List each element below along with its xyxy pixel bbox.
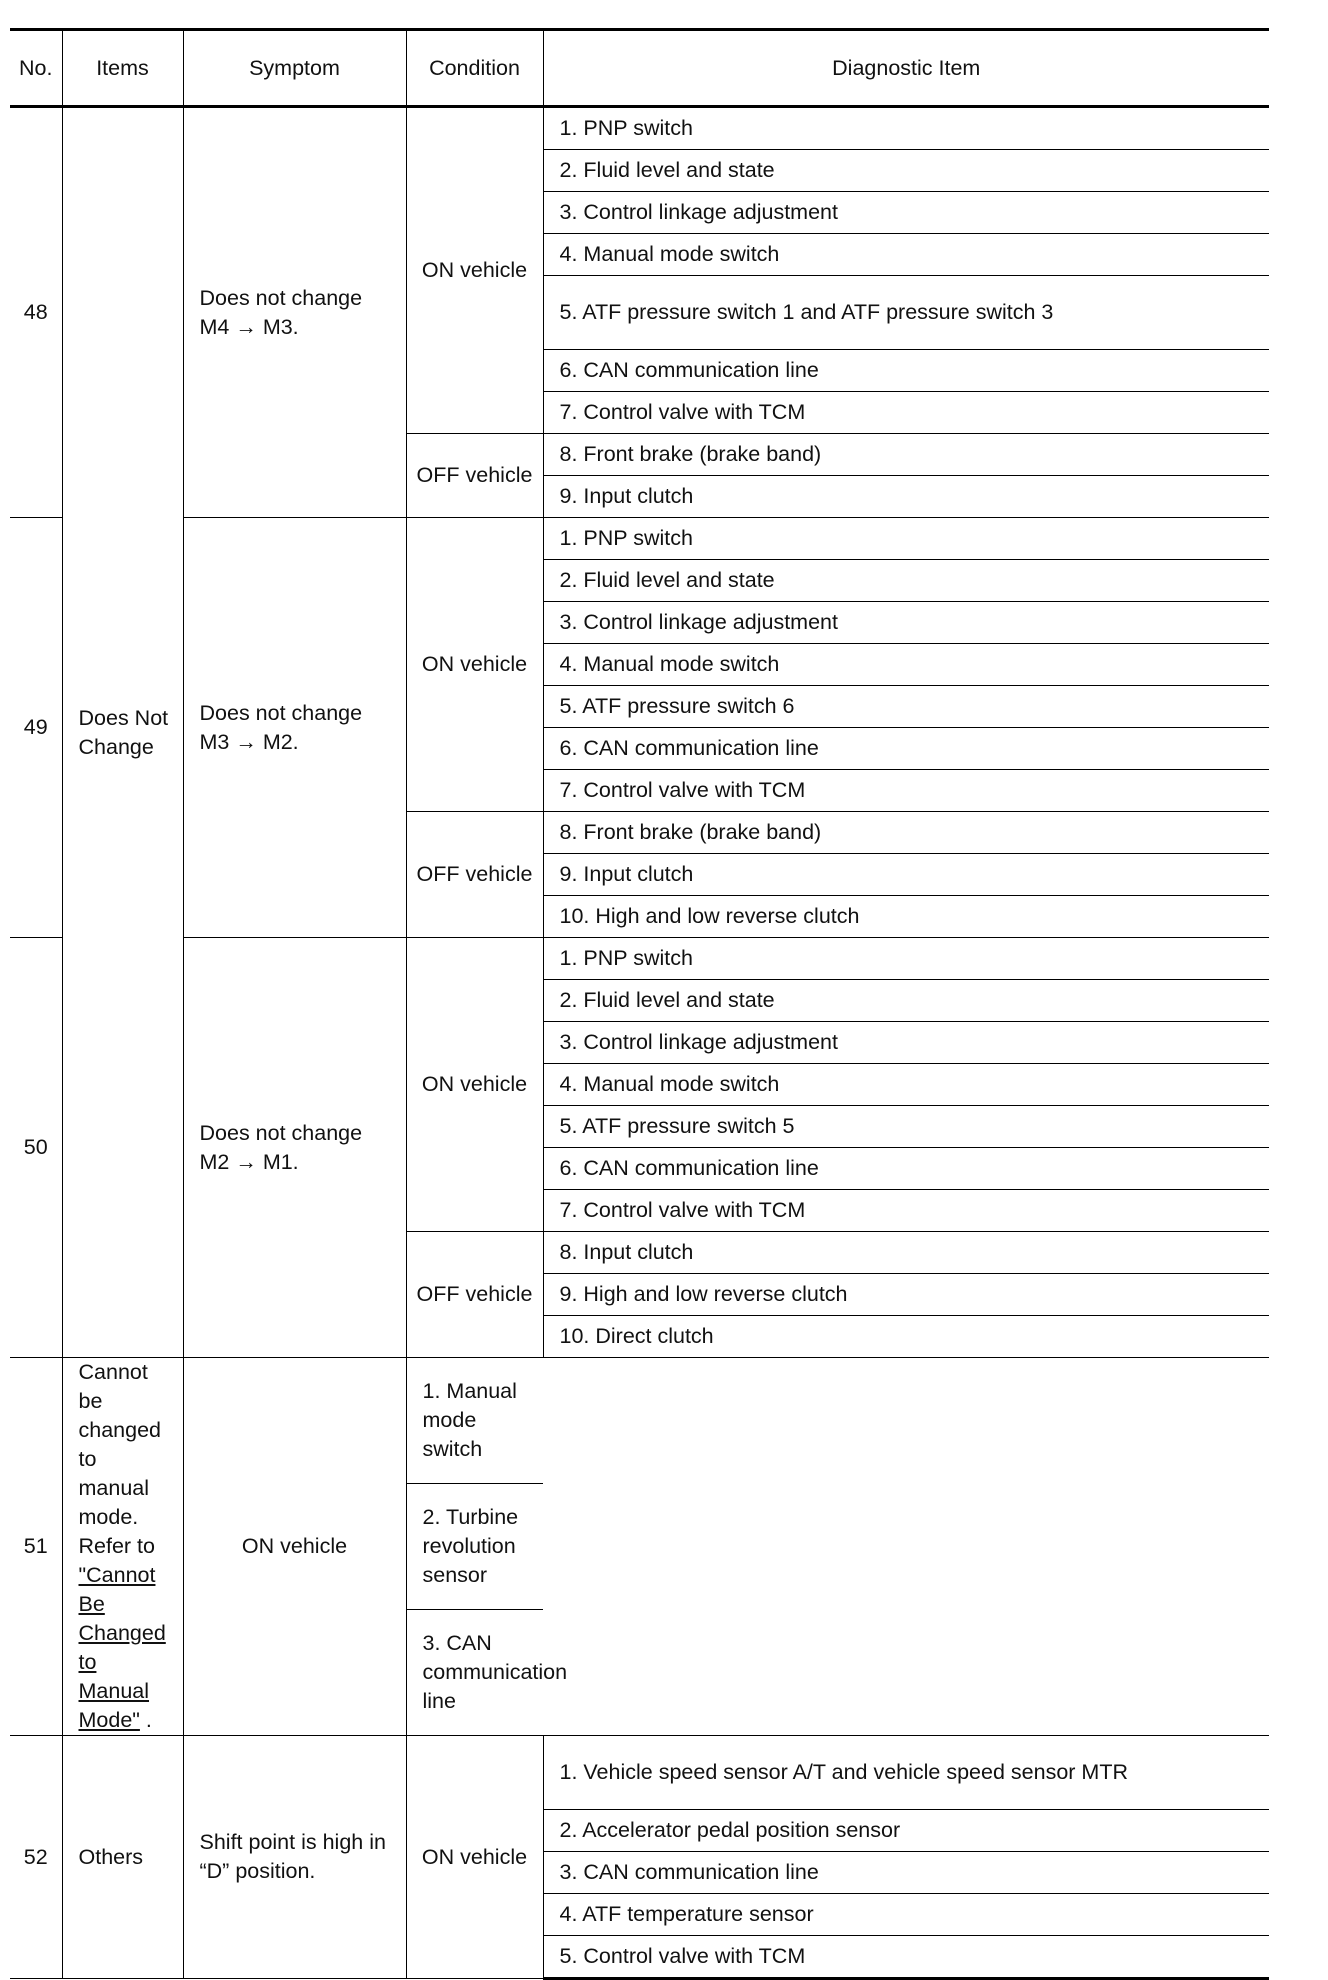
diagnostic-item: 6. CAN communication line <box>543 728 1269 770</box>
diagnostic-item: 1. Manual mode switch <box>406 1358 543 1484</box>
diagnostic-item: 2. Turbine revolution sensor <box>406 1484 543 1610</box>
diagnostic-item: 1. Vehicle speed sensor A/T and vehicle speed sensor MTR <box>543 1736 1269 1810</box>
table-row <box>10 107 1269 150</box>
diagnostic-item: 9. Input clutch <box>543 476 1269 518</box>
diagnostic-item: 3. Control linkage adjustment <box>543 1022 1269 1064</box>
symptom-cell: Does not change M3 → M2. <box>183 518 406 938</box>
row-number: 48 <box>10 107 62 518</box>
table-row <box>10 938 1269 980</box>
diagnostic-item: 2. Fluid level and state <box>543 150 1269 192</box>
diagnostic-item: 8. Input clutch <box>543 1232 1269 1274</box>
header-diagnostic-item: Diagnostic Item <box>543 30 1269 107</box>
diagnostic-item: 3. CAN communication line <box>406 1610 543 1736</box>
symptom-cell: Shift point is high in “D” position. <box>183 1736 406 1979</box>
header-symptom: Symptom <box>183 30 406 107</box>
header-items: Items <box>62 30 183 107</box>
header-row <box>10 30 1269 107</box>
diagnostic-item: 10. High and low reverse clutch <box>543 896 1269 938</box>
table-row <box>10 1736 1269 1810</box>
symptom-text: Cannot be changed to manual mode. Refer to <box>78 1360 161 1558</box>
cannot-be-changed-link[interactable]: "Cannot Be Changed to Manual Mode" <box>78 1563 166 1732</box>
diagnostic-item: 1. PNP switch <box>543 107 1269 150</box>
diagnostic-item: 3. Control linkage adjustment <box>543 602 1269 644</box>
diagnostic-item: 6. CAN communication line <box>543 350 1269 392</box>
diagnostic-item: 5. ATF pressure switch 1 and ATF pressure switch 3 <box>543 276 1269 350</box>
condition-on-vehicle: ON vehicle <box>406 107 543 434</box>
diagnostic-item: 2. Accelerator pedal position sensor <box>543 1810 1269 1852</box>
diagnostic-item: 4. Manual mode switch <box>543 1064 1269 1106</box>
diagnostic-table <box>10 28 1269 1980</box>
symptom-end: . <box>145 1708 152 1732</box>
header-condition: Condition <box>406 30 543 107</box>
diagnostic-item: 7. Control valve with TCM <box>543 392 1269 434</box>
diagnostic-item: 3. Control linkage adjustment <box>543 192 1269 234</box>
diagnostic-item: 10. Direct clutch <box>543 1316 1269 1358</box>
condition-on-vehicle: ON vehicle <box>406 938 543 1232</box>
items-does-not-change: Does Not Change <box>62 107 183 1358</box>
diagnostic-item: 4. Manual mode switch <box>543 234 1269 276</box>
row-number: 49 <box>10 518 62 938</box>
row-number: 50 <box>10 938 62 1358</box>
condition-off-vehicle: OFF vehicle <box>406 812 543 938</box>
symptom-cell: Does not change M4 → M3. <box>183 107 406 518</box>
header-no: No. <box>10 30 62 107</box>
condition-on-vehicle: ON vehicle <box>406 518 543 812</box>
diagnostic-item: 9. Input clutch <box>543 854 1269 896</box>
diagnostic-item: 2. Fluid level and state <box>543 560 1269 602</box>
condition-off-vehicle: OFF vehicle <box>406 434 543 518</box>
diagnostic-item: 5. ATF pressure switch 6 <box>543 686 1269 728</box>
condition-on-vehicle: ON vehicle <box>183 1358 406 1736</box>
diagnostic-item: 2. Fluid level and state <box>543 980 1269 1022</box>
diagnostic-item: 4. ATF temperature sensor <box>543 1894 1269 1936</box>
symptom-cell <box>62 1358 183 1736</box>
condition-off-vehicle: OFF vehicle <box>406 1232 543 1358</box>
diagnostic-item: 5. Control valve with TCM <box>543 1936 1269 1979</box>
table-row <box>10 518 1269 560</box>
condition-on-vehicle: ON vehicle <box>406 1736 543 1979</box>
diagnostic-item: 8. Front brake (brake band) <box>543 812 1269 854</box>
diagnostic-item: 4. Manual mode switch <box>543 644 1269 686</box>
items-others: Others <box>62 1736 183 1979</box>
diagnostic-item: 7. Control valve with TCM <box>543 770 1269 812</box>
diagnostic-item: 9. High and low reverse clutch <box>543 1274 1269 1316</box>
diagnostic-item: 7. Control valve with TCM <box>543 1190 1269 1232</box>
table-row <box>10 1358 1269 1484</box>
row-number: 51 <box>10 1358 62 1736</box>
diagnostic-item: 1. PNP switch <box>543 938 1269 980</box>
diagnostic-item: 6. CAN communication line <box>543 1148 1269 1190</box>
diagnostic-item: 8. Front brake (brake band) <box>543 434 1269 476</box>
diagnostic-item: 3. CAN communication line <box>543 1852 1269 1894</box>
diagnostic-item: 1. PNP switch <box>543 518 1269 560</box>
diagnostic-item: 5. ATF pressure switch 5 <box>543 1106 1269 1148</box>
row-number: 52 <box>10 1736 62 1979</box>
symptom-cell: Does not change M2 → M1. <box>183 938 406 1358</box>
